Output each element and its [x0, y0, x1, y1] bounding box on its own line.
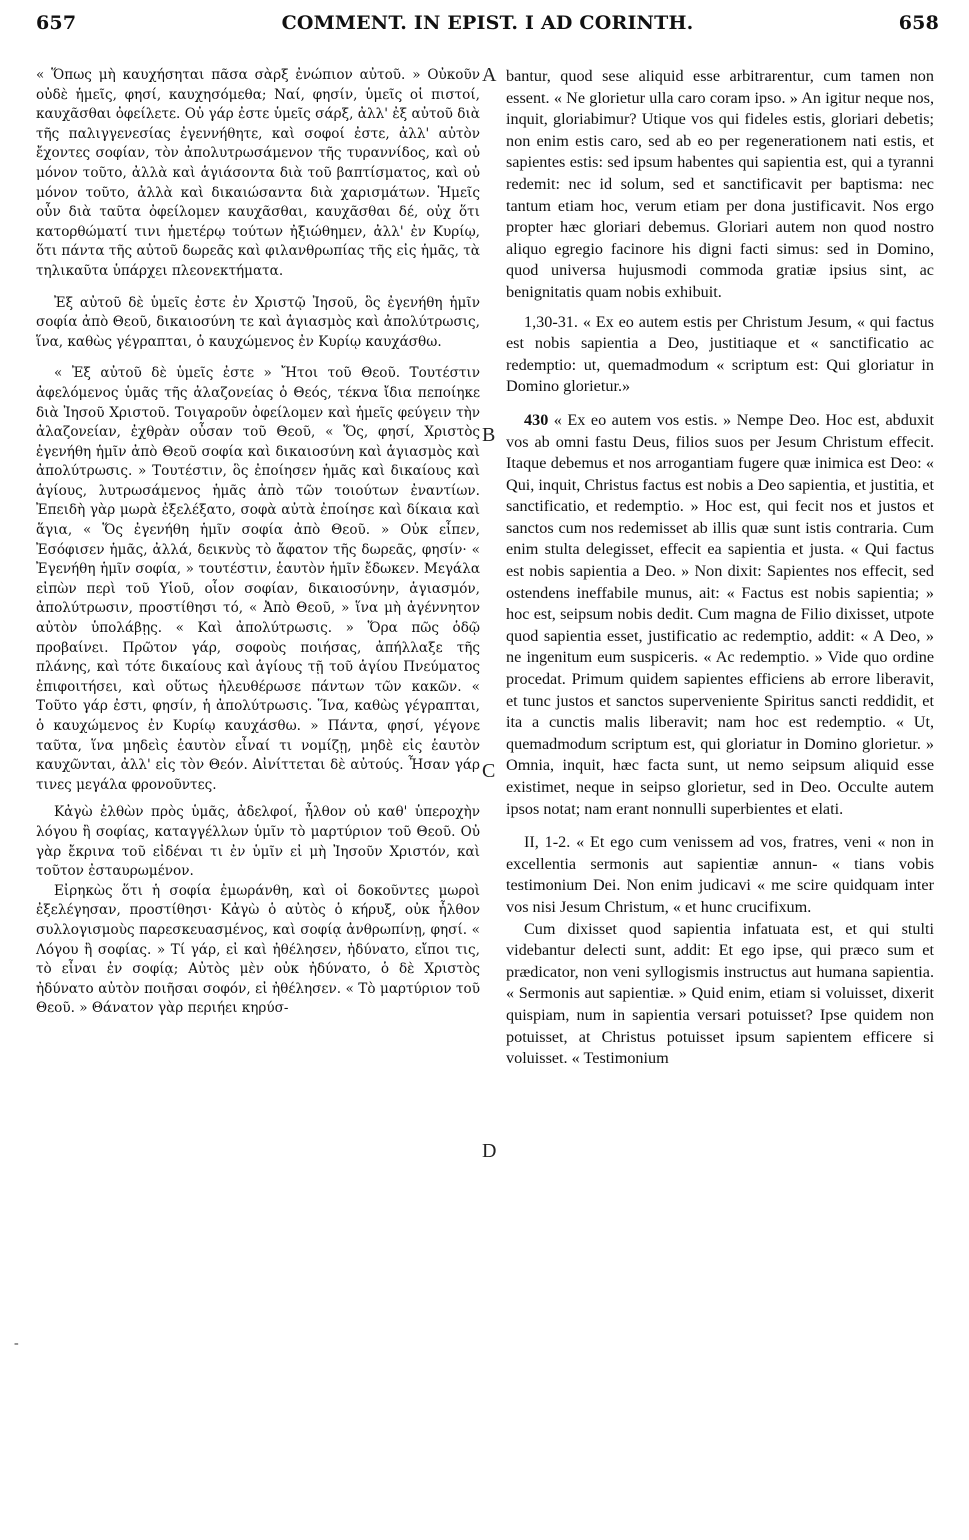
greek-column: [36, 66, 480, 1019]
latin-paragraph-1: bantur, quod sese aliquid esse arbitrarentur, cum tamen non essent. « Ne glorietur ulla caro coram ipso. » An igitur neque nos, inquit, gloriabimur? Utique vos qui fideles estis, gloriari debetis; non enim estis caro, sed ab eo per regenerationem nati estis, et sapientes estis: sed ipsum habentes qui sapientia est, qui a tyranni redemit: nec id solum, sed et sanctificavit per baptisma: nec tantum etiam hoc, verum etiam per dona justificavit. Nos ergo propter hæc gloriari debemus. Gloriari autem non quod nostro aliquo egregio facinore his digni facti simus: sed in Domino, quod universa hujusmodi commoda gratiæ ipsius sint, ac benignitatis quam nobis exhibuit.: [506, 67, 934, 301]
page-number-left: 657: [36, 12, 77, 34]
greek-paragraph-1: « Ὅπως μὴ καυχήσηται πᾶσα σὰρξ ἐνώπιον αὐτοῦ. » Οὐκοῦν οὐδὲ ἡμεῖς, φησί, καυχησόμεθα; Ναί, φησίν, ὑμεῖς οἱ πιστοί, καυχᾶσθαι ὀφείλετε. Οὐ γάρ ἐστε ὑμεῖς σάρξ, ἀλλ' ἐξ αὐτοῦ διὰ τῆς παλιγγενεσίας ἐγεννήθητε, καὶ σοφοί ἐστε, ἀλλ' αὐτὸν ἔχοντες σοφίαν, τὸν ἀπολυτρωσάμενον τῆς τυραννίδος, καὶ οὐ μόνον τοῦτο, ἀλλὰ καὶ ἁγιάσοντα διὰ τοῦ βαπτίσματος, καὶ οὐ μόνον τοῦτο, ἀλλὰ καὶ δικαιώσαντα διὰ χαρισμάτων. Ἡμεῖς οὖν διὰ ταῦτα ὀφείλομεν καυχᾶσθαι, καυχᾶσθαι δέ, οὐχ ὅτι κατορθώματί τινι ἡμετέρῳ τούτων ἠξιώθημεν, ἀλλ' ἐν Κυρίῳ, ὅτι πάντα τῆς αὐτοῦ δωρεᾶς καὶ φιλανθρωπίας τῆς εἰς ἡμᾶς, τὰ τηλικαῦτα ὑπάρχει πλεονεκτήματα.: [36, 67, 480, 279]
greek-paragraph-4: Κἀγὼ ἐλθὼν πρὸς ὑμᾶς, ἀδελφοί, ἦλθον οὐ καθ' ὑπεροχὴν λόγου ἢ σοφίας, καταγγέλλων ὑμῖν τὸ μαρτύριον τοῦ Θεοῦ. Οὐ γὰρ ἔκρινα τοῦ εἰδέναι τι ἐν ὑμῖν εἰ μὴ Ἰησοῦν Χριστόν, καὶ τοῦτον ἐσταυρωμένον.: [36, 804, 480, 880]
latin-paragraph-2: 1,30-31. « Ex eo autem estis per Christum Jesum, « qui factus est nobis sapientia a Deo, justitiaque et « sanctificatio ac redemptio: ut, quemadmodum « scriptum est: Qui gloriatur in Domino glorietur.»: [506, 312, 934, 396]
latin-paragraph-5: Cum dixisset quod sapientia infatuata est, et qui stulti videbantur delecti sunt, addit: Et ego ipse, qui præco sum et prædicator, non veni syllogismis instructus aut humana sapientia. « Sermonis aut sapientiæ. » Quid enim, etiam si voluisset, dixerit quispiam, num in sapientia versari potuisset? Ipse quidem non potuisset, at Christus potuisset ipsum sapientem efficere si voluisset. « Testimonium: [506, 919, 934, 1068]
margin-letter-a: A: [482, 64, 497, 86]
greek-paragraph-2: Ἐξ αὐτοῦ δὲ ὑμεῖς ἐστε ἐν Χριστῷ Ἰησοῦ, ὃς ἐγενήθη ἡμῖν σοφία ἀπὸ Θεοῦ, δικαιοσύνη τε καὶ ἁγιασμὸς καὶ ἀπολύτρωσις, ἵνα, καθὼς γέγραπται, ὁ καυχώμενος ἐν Κυρίῳ καυχάσθω.: [36, 294, 480, 350]
running-title: COMMENT. IN EPIST. I AD CORINTH.: [281, 12, 694, 34]
latin-paragraph-3: [506, 410, 934, 820]
latin-paragraph-4: II, 1-2. « Et ego cum venissem ad vos, fratres, veni « non in excellentia sermonis aut sapientiæ annun- « tians vobis testimonium Dei. Non enim judicavi « me scire quidquam inter vos nisi Jesum Christum, « et hunc crucifixum.: [506, 833, 934, 916]
margin-letter-d: D: [482, 1140, 497, 1162]
margin-dash: -: [14, 1336, 19, 1351]
page-number-right: 658: [898, 12, 939, 34]
margin-letter-b: B: [482, 424, 496, 446]
margin-letter-c: C: [482, 760, 496, 782]
page-header: [36, 12, 939, 42]
column-number: 430: [524, 410, 549, 429]
greek-paragraph-5: Εἰρηκὼς ὅτι ἡ σοφία ἐμωράνθη, καὶ οἱ δοκοῦντες μωροὶ ἐξελέγησαν, προστίθησι· Κἀγὼ ὁ αὐτὸς ὁ κήρυξ, οὐκ ἦλθον συλλογισμοὺς παρεσκευασμένος, καὶ σοφίᾳ ἀνθρωπίνῃ, φησί. « Λόγου ἢ σοφίας. » Τί γάρ, εἰ καὶ ἠθέλησεν, ἠδύνατο, εἴποι τις, τὸ εἶναι ἐν σοφίᾳ; Αὐτὸς μὲν οὐκ ἠδύνατο, ὁ δὲ Χριστὸς ἠδύνατο αὐτὸν ποιῆσαι σοφόν, εἰ ἠθέλησεν. « Τὸ μαρτύριον τοῦ Θεοῦ. » Θάνατον γὰρ περιήει κηρύσ-: [36, 882, 480, 1017]
latin-column: [506, 66, 934, 1070]
latin-paragraph-3-text: « Ex eo autem vos estis. » Nempe Deo. Hoc est, abduxit vos ab omni fastu Deus, filios suos per Jesum Christum effecit. Itaque debemus et nos arrogantiam fugere quæ inimica est Deo: « Qui, inquit, Christus factus est nobis a Deo sapientia, et justitia, et sanctificatio, et redemptio. » Hoc est, qui fecit nos et justos et sanctos cum nos redemisset ab illis quæ sunt istis contraria. Cum enim stulta delegisset, effecit ea sapientia et justa. « Qui factus est nobis sapientia a Deo. » Non dixit: Sapientes nos effecit, sed ostendens ineffabile munus, ait: « Factus est nobis sapientia; » hoc est, seipsum nobis dedit. Cum magna de Filio dixisset, utpote quod sapientia esset, justificatio ac redemptio, addit: « A Deo, » ne ingenitum eum suspiceris. « Ac redemptio. » Vide quo ordine procedat. Primum quidem sapientes efficiens ab errore liberavit, et tunc justos et sanctos superveniente Spiritus sancti reddidit, et ita a cunctis malis liberavit; nam hoc est redemptio. « Ut, quemadmodum scriptum est, qui gloriatur in Domino glorietur. » Omnia, inquit, hæc facta sunt, ut nemo seipsum aliquid esse existimet, neque in seipso glorietur, sed in Deo. Occulte autem ipsos notat; nam erant nonnulli superbientes et elati.: [506, 410, 934, 818]
greek-paragraph-3: « Ἐξ αὐτοῦ δὲ ὑμεῖς ἐστε » Ἤτοι τοῦ Θεοῦ. Τουτέστιν ἀφελόμενος ὑμᾶς τῆς ἀλαζονείας ὁ Θεός, τέκνα ἴδια πεποίηκε διὰ Ἰησοῦ Χριστοῦ. Τοιγαροῦν ὀφείλομεν καὶ ἡμεῖς φεύγειν τὴν ἀλαζονείαν, ἐχθρὰν οὖσαν τοῦ Θεοῦ, « Ὅς, φησί, Χριστὸς ἐγενήθη ἡμῖν ἀπὸ Θεοῦ σοφία καὶ δικαιοσύνη καὶ ἁγιασμὸς καὶ ἀπολύτρωσις. » Τουτέστιν, ὃς ἐποίησεν ἡμᾶς καὶ δικαίους καὶ ἁγίους, λυτρωσάμενος ἡμᾶς ἀπὸ τῶν τοιούτων ἐναντίων. Ἐπειδὴ γὰρ μωρὰ ἐξελέξατο, σοφὰ αὐτὰ ἐποίησε καὶ δίκαια καὶ ἅγια, « Ὅς ἐγενήθη ἡμῖν σοφία ἀπὸ Θεοῦ. » Οὐκ εἶπεν, Ἐσόφισεν ἡμᾶς, ἀλλά, δεικνὺς τὸ ἄφατον τῆς δωρεᾶς, φησίν· « Ἐγενήθη ἡμῖν σοφία, » τουτέστιν, ἑαυτὸν ἡμῖν ἔδωκεν. Μεγάλα εἰπὼν περὶ τοῦ Υἱοῦ, οἷον σοφίαν, δικαιοσύνην, ἁγιασμόν, ἀπολύτρωσιν, προστίθησι τό, « Ἀπὸ Θεοῦ, » ἵνα μὴ ἀγέννητον αὐτὸν ὑπολάβῃς. « Καὶ ἀπολύτρωσις. » Ὅρα πῶς ὁδῷ προβαίνει. Πρῶτον γάρ, σοφοὺς ποιήσας, ἀπήλλαξε τῆς πλάνης, καὶ τότε δικαίους καὶ ἁγίους τῇ τοῦ ἁγίου Πνεύματος ἐπιφοιτήσει, καὶ οὕτως ἠλευθέρωσε πάντων τῶν κακῶν. « Τοῦτο γάρ ἐστι, φησίν, ἡ ἀπολύτρωσις. Ἵνα, καθὼς γέγραπται, ὁ καυχώμενος ἐν Κυρίῳ καυχάσθω. » Πάντα, φησί, γέγονε ταῦτα, ἵνα μηδεὶς ἑαυτὸν εἶναί τι νομίζῃ, μηδὲ εἰς ἑαυτὸν καυχῶνται, ἀλλ' εἰς τὸν Θεόν. Αἰνίττεται δὲ αὐτούς. Ἦσαν γάρ τινες μεγάλα φρονοῦντες.: [36, 365, 480, 793]
